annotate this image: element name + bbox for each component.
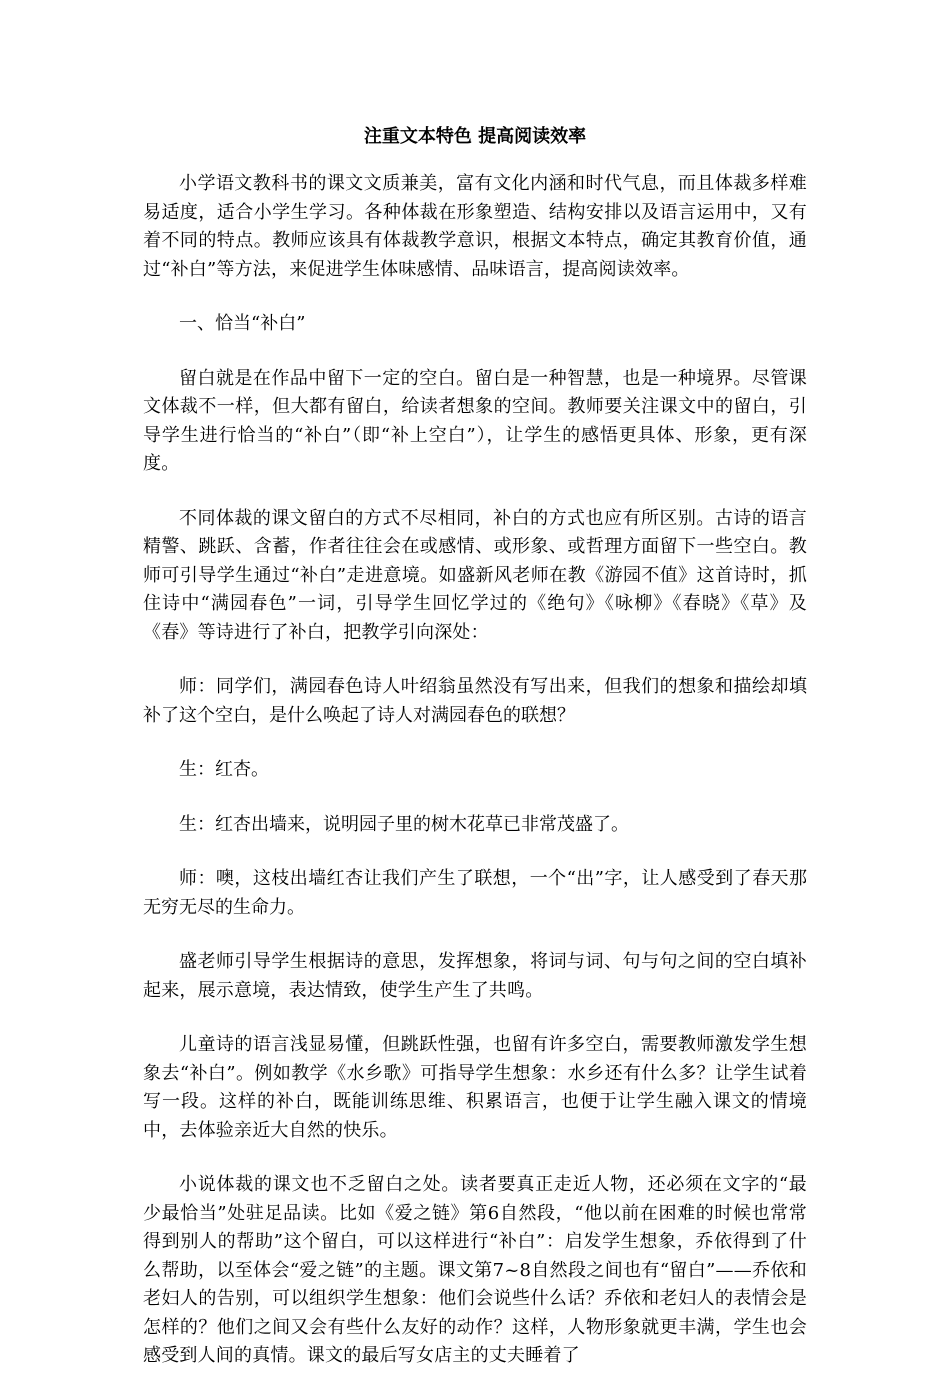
- dialogue-line: 师：同学们，满园春色诗人叶绍翁虽然没有写出来，但我们的想象和描绘却填补了这个空白，是什么唤起了诗人对满园春色的联想？: [143, 676, 807, 726]
- body-paragraph: 儿童诗的语言浅显易懂，但跳跃性强，也留有许多空白，需要教师激发学生想象去“补白”。例如教学《水乡歌》可指导学生想象：水乡还有什么多？让学生试着写一段。这样的补白，既能训练思维、积累语言，也便于让学生融入课文的情境中，去体验亲近大自然的快乐。: [143, 1034, 807, 1141]
- body-paragraph: 留白就是在作品中留下一定的空白。留白是一种智慧，也是一种境界。尽管课文体裁不一样，但大都有留白，给读者想象的空间。教师要关注课文中的留白，引导学生进行恰当的“补白”（即“补上空白”），让学生的感悟更具体、形象，更有深度。: [143, 367, 807, 474]
- dialogue-line: 生：红杏。: [179, 759, 269, 780]
- dialogue-line: 师：噢，这枝出墙红杏让我们产生了联想，一个“出”字，让人感受到了春天那无穷无尽的生命力。: [143, 868, 807, 918]
- body-paragraph: 小说体裁的课文也不乏留白之处。读者要真正走近人物，还必须在文字的“最少最恰当”处驻足品读。比如《爱之链》第6自然段，“他以前在困难的时候也常常得到别人的帮助”这个留白，可以这样进行“补白”：启发学生想象，乔依得到了什么帮助，以至体会“爱之链”的主题。课文第7~8自然段之间也有“留白”——乔依和老妇人的告别，可以组织学生想象：他们会说些什么话？乔依和老妇人的表情会是怎样的？他们之间又会有些什么友好的动作？这样，人物形象就更丰满，学生也会感受到人间的真情。课文的最后写女店主的丈夫睡着了: [143, 1174, 807, 1366]
- section-heading: 一、恰当“补白”: [179, 313, 306, 334]
- document-body: [143, 170, 807, 1397]
- document-title: 注重文本特色 提高阅读效率: [363, 126, 587, 147]
- body-paragraph: 不同体裁的课文留白的方式不尽相同，补白的方式也应有所区别。古诗的语言精警、跳跃、含蓄，作者往往会在或感情、或形象、或哲理方面留下一些空白。教师可引导学生通过“补白”走进意境。如盛新风老师在教《游园不值》这首诗时，抓住诗中“满园春色”一词，引导学生回忆学过的《绝句》《咏柳》《春晓》《草》及《春》等诗进行了补白，把教学引向深处：: [143, 507, 807, 643]
- dialogue-line: 生：红杏出墙来，说明园子里的树木花草已非常茂盛了。: [179, 813, 629, 835]
- body-paragraph: 盛老师引导学生根据诗的意思，发挥想象，将词与词、句与句之间的空白填补起来，展示意境，表达情致，使学生产生了共鸣。: [143, 951, 807, 1001]
- intro-paragraph: 小学语文教科书的课文文质兼美，富有文化内涵和时代气息，而且体裁多样难易适度，适合小学生学习。各种体裁在形象塑造、结构安排以及语言运用中，又有着不同的特点。教师应该具有体裁教学意识，根据文本特点，确定其教育价值，通过“补白”等方法，来促进学生体味感情、品味语言，提高阅读效率。: [143, 173, 807, 280]
